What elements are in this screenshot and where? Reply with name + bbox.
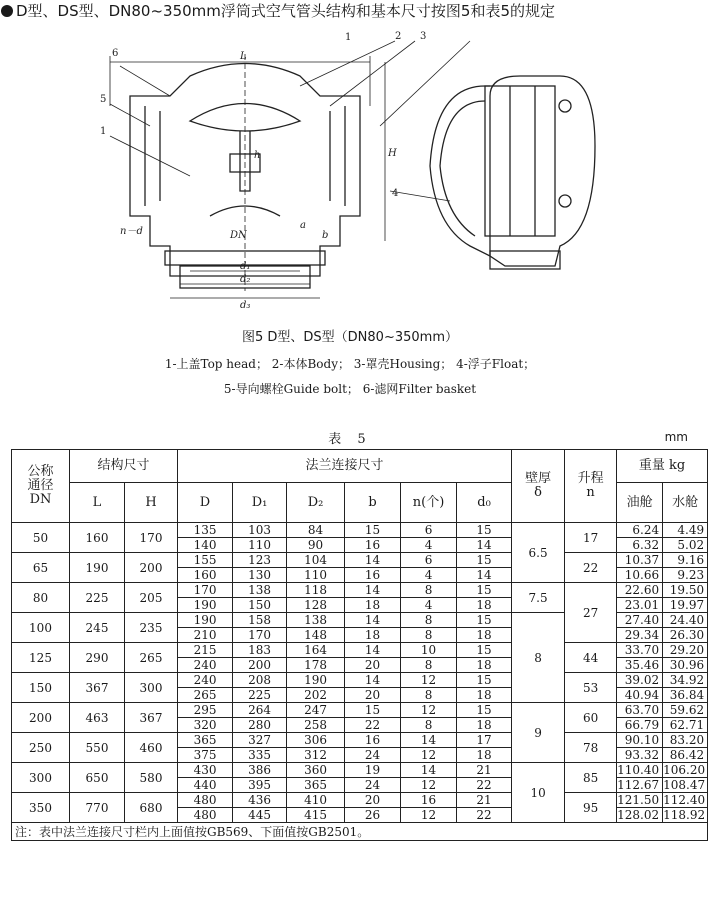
cell-H: 170 [125,523,178,553]
cell-flange: 6 [401,553,457,568]
cell-wall: 8 [512,613,565,703]
cell-flange: 158 [233,613,287,628]
cell-flange: 21 [457,793,512,808]
cell-water: 30.96 [663,658,708,673]
cell-water: 59.62 [663,703,708,718]
cell-flange: 178 [287,658,345,673]
dimension-table [11,449,708,841]
cell-lift: 60 [565,703,617,733]
cell-flange: 12 [401,748,457,763]
cell-H: 265 [125,643,178,673]
cell-wall: 7.5 [512,583,565,613]
cell-flange: 22 [457,808,512,823]
cell-flange: 19 [345,763,401,778]
cell-flange: 104 [287,553,345,568]
cell-flange: 15 [457,583,512,598]
cell-water: 118.92 [663,808,708,823]
header-D2: D₂ [287,483,345,523]
cell-wall: 6.5 [512,523,565,583]
cell-flange: 22 [345,718,401,733]
cell-flange: 15 [457,643,512,658]
cell-flange: 103 [233,523,287,538]
table-row [12,733,708,748]
cell-dn: 300 [12,763,70,793]
cell-flange: 190 [287,673,345,688]
cell-flange: 430 [178,763,233,778]
cell-dn: 350 [12,793,70,823]
header-flange: 法兰连接尺寸 [178,450,512,483]
cell-flange: 140 [178,538,233,553]
cell-flange: 164 [287,643,345,658]
header-D1: D₁ [233,483,287,523]
cell-flange: 128 [287,598,345,613]
cell-oil: 66.79 [617,718,663,733]
cell-L: 245 [70,613,125,643]
cell-water: 9.23 [663,568,708,583]
cell-water: 26.30 [663,628,708,643]
cell-L: 770 [70,793,125,823]
cell-dn: 125 [12,643,70,673]
cell-oil: 6.32 [617,538,663,553]
cell-flange: 130 [233,568,287,583]
cell-flange: 320 [178,718,233,733]
header-lift: 升程 n [565,450,617,523]
cell-water: 86.42 [663,748,708,763]
cell-lift: 44 [565,643,617,673]
cell-H: 460 [125,733,178,763]
cell-L: 290 [70,643,125,673]
cell-H: 205 [125,583,178,613]
cell-flange: 14 [401,733,457,748]
page-heading [0,0,700,26]
table-note: 注：表中法兰连接尺寸栏内上面值按GB569、下面值按GB2501。 [12,823,708,841]
cell-dn: 80 [12,583,70,613]
table-row [12,703,708,718]
cell-flange: 18 [345,628,401,643]
cell-flange: 8 [401,718,457,733]
cell-flange: 17 [457,733,512,748]
cell-flange: 16 [345,568,401,583]
table-title: 表 5 [328,432,372,447]
cell-flange: 445 [233,808,287,823]
cell-flange: 14 [457,538,512,553]
cell-flange: 306 [287,733,345,748]
cell-lift: 95 [565,793,617,823]
callout-5: 5 [100,94,107,105]
cell-flange: 15 [345,523,401,538]
cell-flange: 110 [233,538,287,553]
figure-caption: 图5 D型、DS型（DN80~350mm） [242,330,458,345]
cell-flange: 20 [345,688,401,703]
cell-flange: 240 [178,673,233,688]
cell-flange: 365 [178,733,233,748]
cell-oil: 112.67 [617,778,663,793]
cell-flange: 8 [401,613,457,628]
cell-flange: 155 [178,553,233,568]
cell-flange: 10 [401,643,457,658]
table-row [12,523,708,538]
cell-flange: 110 [287,568,345,583]
cell-lift: 53 [565,673,617,703]
bullet-dot [1,5,13,17]
cell-H: 580 [125,763,178,793]
cell-water: 36.84 [663,688,708,703]
cell-flange: 150 [233,598,287,613]
cell-flange: 24 [345,748,401,763]
callout-2: 2 [395,31,402,42]
cell-flange: 335 [233,748,287,763]
cell-water: 108.47 [663,778,708,793]
dim-H: H [388,148,397,159]
cell-flange: 14 [401,763,457,778]
cell-flange: 14 [345,583,401,598]
cell-flange: 247 [287,703,345,718]
header-wall: 壁厚 δ [512,450,565,523]
header-dn: 公称 通径 DN [12,450,70,523]
cell-lift: 78 [565,733,617,763]
callout-1: 1 [345,32,352,43]
header-D: D [178,483,233,523]
cell-flange: 375 [178,748,233,763]
header-L: L [70,483,125,523]
cell-oil: 33.70 [617,643,663,658]
cell-flange: 12 [401,703,457,718]
cell-oil: 128.02 [617,808,663,823]
cell-flange: 410 [287,793,345,808]
cell-flange: 15 [457,553,512,568]
cell-flange: 16 [345,538,401,553]
header-H: H [125,483,178,523]
heading-text: D型、DS型、DN80~350mm浮筒式空气管头结构和基本尺寸按图5和表5的规定 [16,2,555,20]
cell-L: 650 [70,763,125,793]
cell-flange: 20 [345,658,401,673]
cell-flange: 395 [233,778,287,793]
cell-flange: 84 [287,523,345,538]
cell-dn: 250 [12,733,70,763]
cell-oil: 22.60 [617,583,663,598]
table-row [12,673,708,688]
cell-lift: 27 [565,583,617,643]
table-unit: mm [664,430,688,444]
cell-flange: 15 [457,673,512,688]
cell-oil: 23.01 [617,598,663,613]
cell-flange: 190 [178,613,233,628]
cell-flange: 18 [457,688,512,703]
cell-flange: 18 [457,658,512,673]
cell-L: 463 [70,703,125,733]
cell-dn: 50 [12,523,70,553]
cell-water: 4.49 [663,523,708,538]
cell-flange: 12 [401,808,457,823]
cell-oil: 110.40 [617,763,663,778]
dim-n-d: n－d [120,226,143,237]
cell-flange: 200 [233,658,287,673]
cell-water: 5.02 [663,538,708,553]
cell-oil: 35.46 [617,658,663,673]
cell-flange: 20 [345,793,401,808]
callout-1-left: 1 [100,126,107,137]
cell-flange: 21 [457,763,512,778]
cell-water: 19.97 [663,598,708,613]
cell-water: 24.40 [663,613,708,628]
cell-flange: 4 [401,598,457,613]
cell-flange: 215 [178,643,233,658]
dim-L: L [240,51,247,62]
cell-water: 29.20 [663,643,708,658]
cell-flange: 225 [233,688,287,703]
cell-water: 9.16 [663,553,708,568]
cell-flange: 18 [457,598,512,613]
cell-flange: 8 [401,583,457,598]
cell-oil: 6.24 [617,523,663,538]
cell-flange: 327 [233,733,287,748]
header-n: n(个) [401,483,457,523]
cell-oil: 90.10 [617,733,663,748]
cell-flange: 12 [401,673,457,688]
cell-water: 19.50 [663,583,708,598]
cell-flange: 8 [401,688,457,703]
header-weight: 重量 kg [617,450,708,483]
cell-flange: 295 [178,703,233,718]
cell-H: 680 [125,793,178,823]
cell-flange: 258 [287,718,345,733]
cell-oil: 27.40 [617,613,663,628]
cell-dn: 65 [12,553,70,583]
cell-flange: 312 [287,748,345,763]
cell-flange: 15 [457,703,512,718]
cell-flange: 8 [401,628,457,643]
header-oil: 油舱 [617,483,663,523]
cell-flange: 280 [233,718,287,733]
cell-L: 550 [70,733,125,763]
dim-h: h [254,150,261,161]
cell-dn: 150 [12,673,70,703]
cell-flange: 14 [345,553,401,568]
cell-flange: 208 [233,673,287,688]
dim-d3: d₃ [240,300,251,311]
cell-water: 83.20 [663,733,708,748]
cell-flange: 440 [178,778,233,793]
cell-oil: 40.94 [617,688,663,703]
cell-flange: 14 [457,568,512,583]
cell-flange: 480 [178,808,233,823]
cell-water: 112.40 [663,793,708,808]
table-row [12,643,708,658]
header-d0: d₀ [457,483,512,523]
cell-flange: 118 [287,583,345,598]
cell-flange: 183 [233,643,287,658]
cell-oil: 10.66 [617,568,663,583]
callout-6: 6 [112,48,119,59]
table-row [12,763,708,778]
cell-lift: 17 [565,523,617,553]
table-row [12,553,708,568]
cell-water: 34.92 [663,673,708,688]
cell-oil: 29.34 [617,628,663,643]
cell-oil: 39.02 [617,673,663,688]
cell-flange: 170 [233,628,287,643]
cell-oil: 93.32 [617,748,663,763]
figure-legend-line2: 5-导向螺栓Guide bolt； 6-滤网Filter basket [223,382,477,396]
cell-flange: 480 [178,793,233,808]
cell-flange: 265 [178,688,233,703]
cell-H: 235 [125,613,178,643]
cell-flange: 18 [457,628,512,643]
table-row [12,793,708,808]
cell-flange: 365 [287,778,345,793]
cell-oil: 10.37 [617,553,663,568]
cell-lift: 85 [565,763,617,793]
cell-flange: 4 [401,568,457,583]
cell-flange: 4 [401,538,457,553]
cell-flange: 18 [345,598,401,613]
cell-flange: 6 [401,523,457,538]
cell-flange: 138 [233,583,287,598]
cell-flange: 135 [178,523,233,538]
cell-H: 200 [125,553,178,583]
header-water: 水舱 [663,483,708,523]
cell-flange: 264 [233,703,287,718]
cell-water: 106.20 [663,763,708,778]
cell-flange: 170 [178,583,233,598]
cell-flange: 386 [233,763,287,778]
cell-wall: 9 [512,703,565,763]
cell-L: 160 [70,523,125,553]
structure-drawing [90,26,610,314]
cell-flange: 18 [457,718,512,733]
cell-flange: 16 [401,793,457,808]
cell-dn: 200 [12,703,70,733]
cell-flange: 26 [345,808,401,823]
cell-flange: 15 [457,613,512,628]
cell-flange: 22 [457,778,512,793]
cell-water: 62.71 [663,718,708,733]
cell-flange: 14 [345,613,401,628]
figure-legend-line1: 1-上盖Top head； 2-本体Body； 3-罩壳Housing； 4-浮子Float； [164,357,536,371]
cell-L: 190 [70,553,125,583]
cell-flange: 90 [287,538,345,553]
cell-flange: 15 [345,703,401,718]
cell-L: 225 [70,583,125,613]
cell-dn: 100 [12,613,70,643]
cell-flange: 18 [457,748,512,763]
table-row [12,583,708,598]
callout-3: 3 [420,31,427,42]
cell-flange: 436 [233,793,287,808]
cell-flange: 138 [287,613,345,628]
cell-flange: 415 [287,808,345,823]
cell-L: 367 [70,673,125,703]
cell-H: 367 [125,703,178,733]
header-b: b [345,483,401,523]
cell-flange: 14 [345,673,401,688]
dim-d1: d₁ [240,261,251,272]
dim-b: b [322,230,329,241]
cell-flange: 14 [345,643,401,658]
cell-H: 300 [125,673,178,703]
cell-flange: 240 [178,658,233,673]
cell-flange: 8 [401,658,457,673]
cell-flange: 360 [287,763,345,778]
cell-flange: 160 [178,568,233,583]
cell-flange: 202 [287,688,345,703]
cell-flange: 12 [401,778,457,793]
cell-flange: 16 [345,733,401,748]
cell-oil: 63.70 [617,703,663,718]
cell-lift: 22 [565,553,617,583]
callout-4: 4 [392,188,399,199]
cell-flange: 210 [178,628,233,643]
cell-flange: 15 [457,523,512,538]
cell-flange: 190 [178,598,233,613]
dim-d2: d₂ [240,274,251,285]
cell-wall: 10 [512,763,565,823]
cell-flange: 123 [233,553,287,568]
header-struct: 结构尺寸 [70,450,178,483]
cell-flange: 24 [345,778,401,793]
cell-oil: 121.50 [617,793,663,808]
dim-DN: DN [230,230,247,241]
cell-flange: 148 [287,628,345,643]
dim-a: a [300,220,306,231]
